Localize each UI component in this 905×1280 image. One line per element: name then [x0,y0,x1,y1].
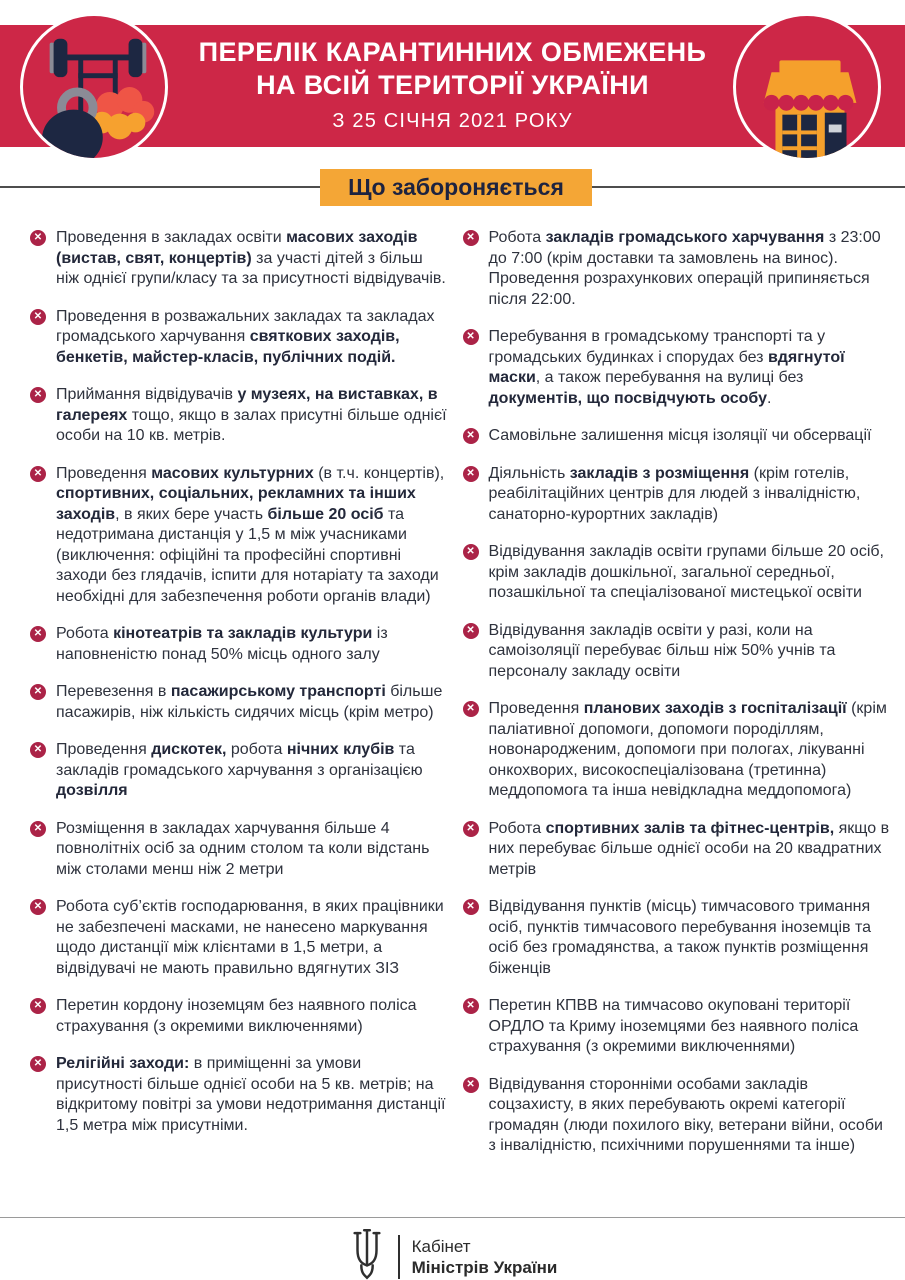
restriction-item [463,426,891,447]
restriction-text: Перетин кордону іноземцям без наявного поліса страхування (з окремими виключеннями) [56,997,417,1035]
restriction-item [463,542,891,604]
restriction-item [463,699,891,802]
prohibited-x-icon: ✕ [463,1077,479,1093]
government-logo [0,1227,905,1280]
restriction-text: Відвідування закладів освіти у разі, коли на самоізоляції перебуває більш ніж 50% учнів та персоналу закладу освіти [488,621,836,680]
restriction-item [463,897,891,979]
prohibited-x-icon: ✕ [30,821,46,837]
restrictions-column-right [463,228,891,1174]
prohibited-x-icon: ✕ [30,626,46,642]
prohibited-section-banner: Що забороняється [320,169,592,206]
restriction-item [463,996,891,1058]
restriction-text: Приймання відвідувачів у музеях, на виставках, в галереях тощо, якщо в залах присутні більше однієї особи на 10 кв. метрів. [56,386,447,444]
org-name-line-2: Міністрів України [411,1257,558,1277]
restrictions-area [30,228,891,1174]
prohibited-x-icon: ✕ [463,466,479,482]
prohibited-x-icon: ✕ [463,701,479,717]
restriction-text: Робота спортивних залів та фітнес-центрів, якщо в них перебуває більше однієї особи на 20 квадратних метрів [488,819,890,878]
header-title-block [180,36,725,133]
prohibited-x-icon: ✕ [463,623,479,639]
org-name [412,1236,558,1278]
footer-divider-line [0,1217,905,1218]
restriction-item [463,464,891,526]
title-date: З 25 СІЧНЯ 2021 РОКУ [332,110,573,132]
title-line-2: НА ВСІЙ ТЕРИТОРІЇ УКРАЇНИ [256,70,649,100]
restrictions-column-left [30,228,449,1174]
restriction-item [30,740,449,802]
restriction-text: Проведення в розважальних закладах та закладах громадського харчування святкових заходів, бенкетів, майстер-класів, публічних подій. [56,307,435,366]
restriction-text: Робота закладів громадського харчування з 23:00 до 7:00 (крім доставки та замовлень на винос). Проведення розрахункових операцій припиняється після 22:00. [488,229,881,308]
storefront-icon-badge [733,13,881,161]
restriction-text: Перевезення в пасажирському транспорті більше пасажирів, ніж кількість сидячих місць (крім метро) [56,683,443,721]
org-name-line-1: Кабінет [411,1236,471,1256]
restriction-text: Релігійні заходи: в приміщенні за умови присутності більше однієї особи на 5 кв. метрів; на відкритому повітрі за умови недотримання дистанції 1,5 метра між присутніми. [56,1055,446,1134]
prohibited-x-icon: ✕ [30,466,46,482]
prohibited-x-icon: ✕ [463,544,479,560]
prohibited-x-icon: ✕ [463,230,479,246]
restriction-item [30,464,449,608]
prohibited-x-icon: ✕ [463,998,479,1014]
prohibited-x-icon: ✕ [30,742,46,758]
restriction-item [30,682,449,723]
restriction-text: Перетин КПВВ на тимчасово окуповані території ОРДЛО та Криму іноземцями без наявного поліса страхування (з окремими виключеннями) [488,997,859,1055]
restriction-text: Перебування в громадському транспорті та у громадських будинках і спорудах без вдягнутої маски, а також перебування на вулиці без документів, що посвідчують особу. [488,328,845,407]
prohibited-x-icon: ✕ [463,428,479,444]
restriction-text: Проведення в закладах освіти масових заходів (вистав, свят, концертів) за участі дітей з більш ніж однієї групи/класу та за присутності відвідувачів. [56,229,446,287]
restriction-text: Відвідування пунктів (місць) тимчасового тримання осіб, пунктів тимчасового перебування іноземців та осіб без громадянства, а також пунктів розміщення біженців [488,898,872,977]
prohibited-x-icon: ✕ [463,899,479,915]
restriction-item [30,996,449,1037]
restriction-text: Самовільне залишення місця ізоляції чи обсервації [488,427,872,444]
restriction-text: Відвідування закладів освіти групами більше 20 осіб, крім закладів дошкільної, загальної середньої, позашкільної та спеціалізованої мистецької освіти [488,543,884,601]
restriction-text: Проведення планових заходів з госпіталізації (крім паліативної допомоги, допомоги породіллям, новонародженим, допомоги при пологах, лікуванні онкохворих, високоспеціалізована (третинна) меддопомога та інша невідкладна меддопомога) [488,700,887,799]
restriction-text: Розміщення в закладах харчування більше 4 повнолітніх осіб за одним столом та коли відстань між столами менш ніж 2 метри [56,819,430,878]
restriction-text: Робота кінотеатрів та закладів культури із наповненістю понад 50% місць одного залу [56,625,388,663]
restriction-item [463,819,891,881]
restriction-item [463,327,891,409]
prohibited-x-icon: ✕ [30,998,46,1014]
title-line-1: ПЕРЕЛІК КАРАНТИННИХ ОБМЕЖЕНЬ [198,37,707,67]
prohibited-x-icon: ✕ [30,684,46,700]
restriction-text: Діяльність закладів з розміщення (крім готелів, реабілітаційних центрів для людей з інвалідністю, санаторно-курортних закладів) [488,464,861,523]
prohibited-x-icon: ✕ [463,329,479,345]
restriction-item [30,1054,449,1136]
prohibited-x-icon: ✕ [30,309,46,325]
restriction-text: Проведення дискотек, робота нічних клубів та закладів громадського харчування з організацією дозвілля [56,741,423,799]
prohibited-x-icon: ✕ [30,230,46,246]
gym-icon-badge [20,13,168,161]
restriction-item [30,819,449,881]
prohibited-x-icon: ✕ [30,387,46,403]
restriction-text: Проведення масових культурних (в т.ч. концертів), спортивних, соціальних, рекламних та інших заходів, в яких бере участь більше 20 осіб та недотримана дистанція у 1,5 м між учасниками (виключення: офіційні та професійні спортивні заходи без глядачів, іспити для нотаріату та заходи необхідні для забезпечення роботи органів влади) [56,464,445,605]
restriction-item [463,621,891,683]
restriction-item [30,307,449,369]
restriction-item [463,228,891,310]
prohibited-x-icon: ✕ [30,899,46,915]
restriction-item [30,624,449,665]
restriction-item [463,1075,891,1157]
logo-divider [398,1235,400,1279]
prohibited-x-icon: ✕ [30,1056,46,1072]
restriction-item [30,897,449,979]
restriction-item [30,228,449,290]
restriction-text: Відвідування сторонніми особами закладів соцзахисту, в яких перебувають окремі категорії громадян (люди похилого віку, ветерани війни, особи з інвалідністю, психічними порушеннями та інше) [488,1075,883,1154]
restriction-text: Робота суб’єктів господарювання, в яких працівники не забезпечені масками, не нанесено маркування щодо дистанції між клієнтами в 1,5 метри, а відвідувачі не мають правильно вдягнутих ЗІЗ [56,898,444,977]
prohibited-x-icon: ✕ [463,821,479,837]
restriction-item [30,385,449,447]
tryzub-icon [348,1227,386,1280]
